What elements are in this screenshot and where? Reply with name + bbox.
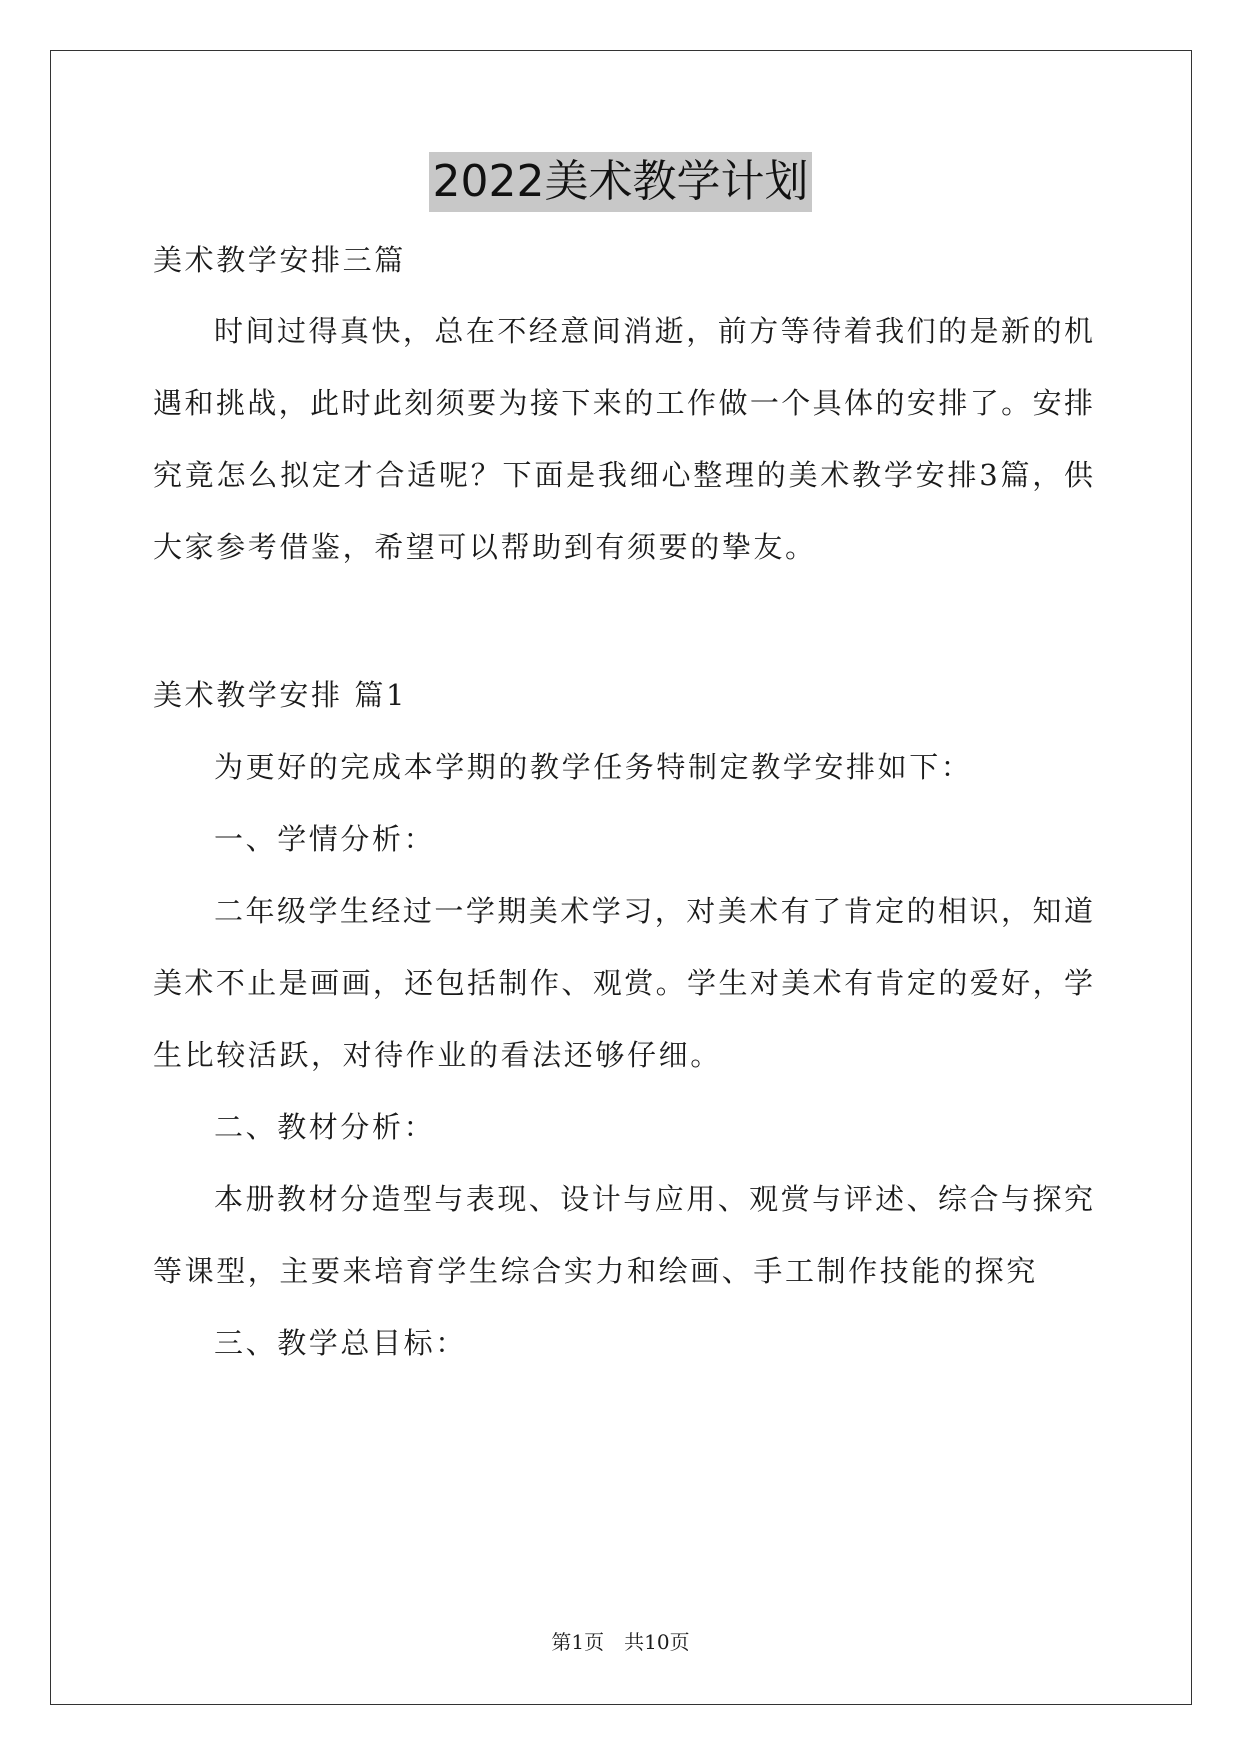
- paragraph-line: 美术不止是画画，还包括制作、观赏。学生对美术有肯定的爱好，学: [153, 966, 1093, 1000]
- page-border: [50, 50, 1192, 1705]
- page-footer: [0, 1630, 1241, 1654]
- subsection-heading: 三、教学总目标：: [214, 1326, 467, 1360]
- section-heading: 美术教学安排 篇1: [153, 678, 408, 712]
- paragraph-line: 时间过得真快，总在不经意间消逝，前方等待着我们的是新的机: [214, 314, 1093, 348]
- section-heading: 美术教学安排三篇: [153, 243, 406, 277]
- title-container: [0, 152, 1241, 212]
- paragraph-line: 二年级学生经过一学期美术学习，对美术有了肯定的相识，知道: [214, 894, 1093, 928]
- paragraph-line: 为更好的完成本学期的教学任务特制定教学安排如下：: [214, 750, 973, 784]
- document-title: 2022美术教学计划: [429, 152, 813, 212]
- paragraph-line: 遇和挑战，此时此刻须要为接下来的工作做一个具体的安排了。安排: [153, 386, 1093, 420]
- current-page-number: 第1页: [551, 1630, 605, 1654]
- subsection-heading: 二、教材分析：: [214, 1110, 436, 1144]
- paragraph-line: 本册教材分造型与表现、设计与应用、观赏与评述、综合与探究: [214, 1182, 1093, 1216]
- paragraph-line: 究竟怎么拟定才合适呢？下面是我细心整理的美术教学安排3篇，供: [153, 458, 1093, 492]
- paragraph-line: 大家参考借鉴，希望可以帮助到有须要的挚友。: [153, 530, 817, 564]
- paragraph-line: 生比较活跃，对待作业的看法还够仔细。: [153, 1038, 722, 1072]
- total-page-count: 共10页: [624, 1630, 690, 1654]
- subsection-heading: 一、学情分析：: [214, 822, 436, 856]
- paragraph-line: 等课型，主要来培育学生综合实力和绘画、手工制作技能的探究: [153, 1254, 1038, 1288]
